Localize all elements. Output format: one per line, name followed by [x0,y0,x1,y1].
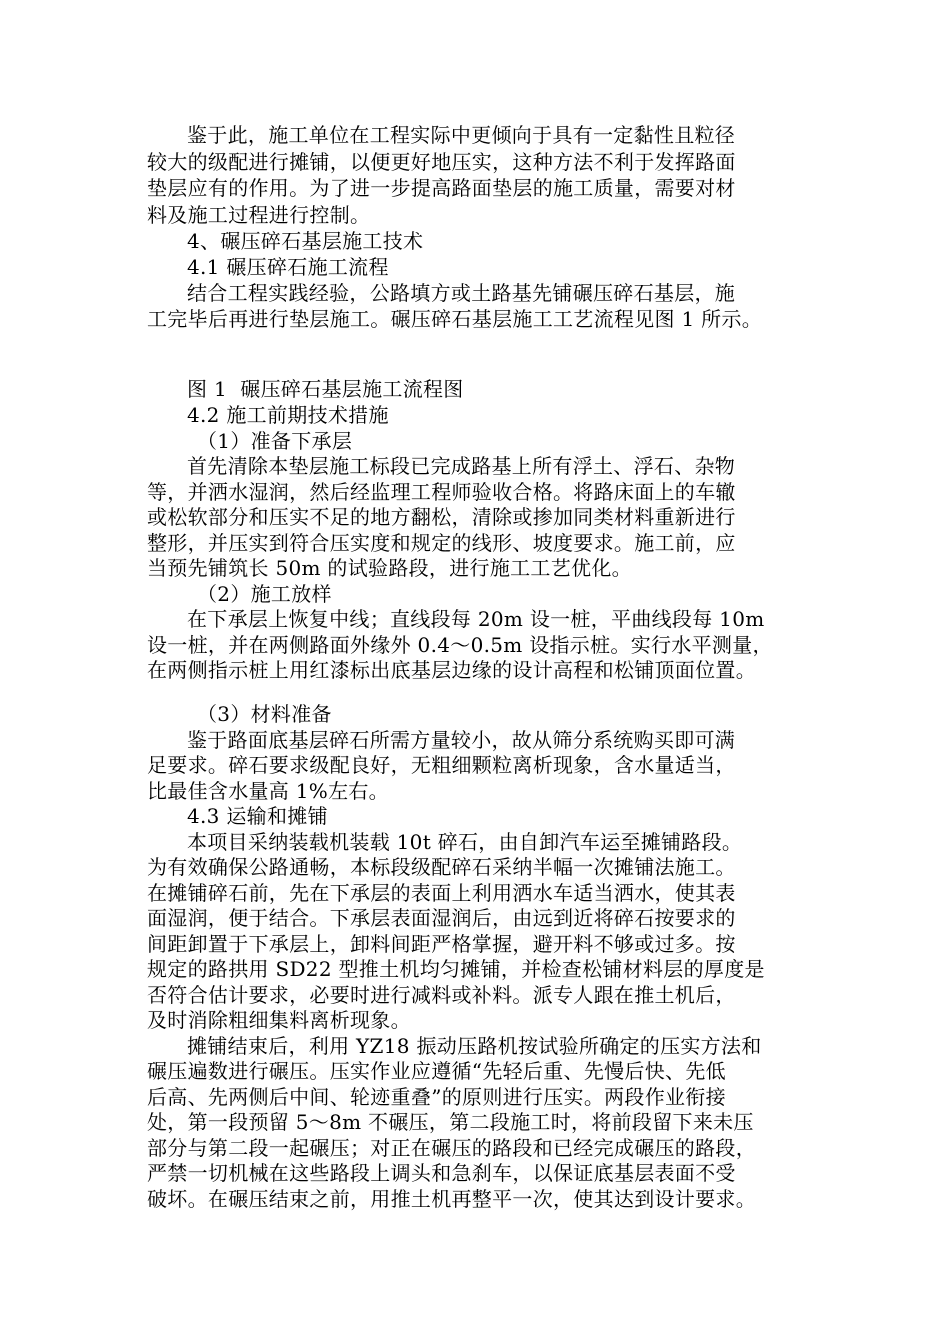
text-line: 等，并洒水湿润，然后经监理工程师验收合格。将路床面上的车辙 [147,480,736,504]
text-line: 后高、先两侧后中间、轮迹重叠”的原则进行压实。两段作业衔接 [147,1085,726,1109]
text-line: 及时消除粗细集料离析现象。 [147,1008,411,1032]
text-line: 破坏。在碾压结束之前，用推土机再整平一次，使其达到设计要求。 [147,1187,756,1211]
text-line: 比最佳含水量高 1%左右。 [147,779,389,803]
text-line: 严禁一切机械在这些路段上调头和急刹车，以保证底基层表面不受 [147,1161,736,1185]
text-line: 为有效确保公路通畅，本标段级配碎石采纳半幅一次摊铺法施工。 [147,855,736,879]
text-line: 整形，并压实到符合压实度和规定的线形、坡度要求。施工前，应 [147,531,736,555]
text-line: 在下承层上恢复中线；直线段每 20m 设一桩，平曲线段每 10m [187,607,765,631]
text-line: 或松软部分和压实不足的地方翻松，清除或掺加同类材料重新进行 [147,505,736,529]
figure-caption: 图 1 碾压碎石基层施工流程图 [187,377,464,401]
text-line: 本项目采纳装载机装载 10t 碎石，由自卸汽车运至摊铺路段。 [187,830,743,854]
text-line: 否符合估计要求，必要时进行减料或补料。派专人跟在推土机后， [147,983,736,1007]
text-line: 在两侧指示桩上用红漆标出底基层边缘的设计高程和松铺顶面位置。 [147,658,756,682]
text-line: 面湿润，便于结合。下承层表面湿润后，由远到近将碎石按要求的 [147,906,736,930]
text-line: 规定的路拱用 SD22 型推土机均匀摊铺，并检查松铺材料层的厚度是 [147,957,765,981]
text-line: 间距卸置于下承层上，卸料间距严格掌握，避开料不够或过多。按 [147,932,736,956]
text-line: 工完毕后再进行垫层施工。碾压碎石基层施工工艺流程见图 1 所示。 [147,307,763,331]
section-heading: 4、碾压碎石基层施工技术 [187,229,424,253]
text-line: 在摊铺碎石前，先在下承层的表面上利用洒水车适当洒水，使其表 [147,881,736,905]
text-line: 设一桩，并在两侧路面外缘外 0.4～0.5m 设指示桩。实行水平测量， [147,633,773,657]
subsection-heading: 4.2 施工前期技术措施 [187,403,389,427]
text-line: 处，第一段预留 5～8m 不碾压，第二段施工时，将前段留下来未压 [147,1110,754,1134]
item-heading: （3）材料准备 [197,702,332,726]
text-line: 首先清除本垫层施工标段已完成路基上所有浮土、浮石、杂物 [187,454,736,478]
text-line: 鉴于此，施工单位在工程实际中更倾向于具有一定黏性且粒径 [187,123,736,147]
text-line: 鉴于路面底基层碎石所需方量较小，故从筛分系统购买即可满 [187,728,736,752]
text-line: 料及施工过程进行控制。 [147,203,371,227]
text-line: 部分与第二段一起碾压；对正在碾压的路段和已经完成碾压的路段， [147,1136,756,1160]
text-line: 摊铺结束后，利用 YZ18 振动压路机按试验所确定的压实方法和 [187,1034,762,1058]
text-line: 结合工程实践经验，公路填方或土路基先铺碾压碎石基层，施 [187,281,736,305]
subsection-heading: 4.3 运输和摊铺 [187,804,328,828]
text-line: 碾压遍数进行碾压。压实作业应遵循“先轻后重、先慢后快、先低 [147,1059,726,1083]
item-heading: （2）施工放样 [197,582,332,606]
text-line: 当预先铺筑长 50m 的试验路段，进行施工工艺优化。 [147,556,632,580]
subsection-heading: 4.1 碾压碎石施工流程 [187,255,389,279]
text-line: 垫层应有的作用。为了进一步提高路面垫层的施工质量，需要对材 [147,176,736,200]
text-line: 足要求。碎石要求级配良好，无粗细颗粒离析现象，含水量适当， [147,753,736,777]
item-heading: （1）准备下承层 [197,429,353,453]
text-line: 较大的级配进行摊铺，以便更好地压实，这种方法不利于发挥路面 [147,150,736,174]
